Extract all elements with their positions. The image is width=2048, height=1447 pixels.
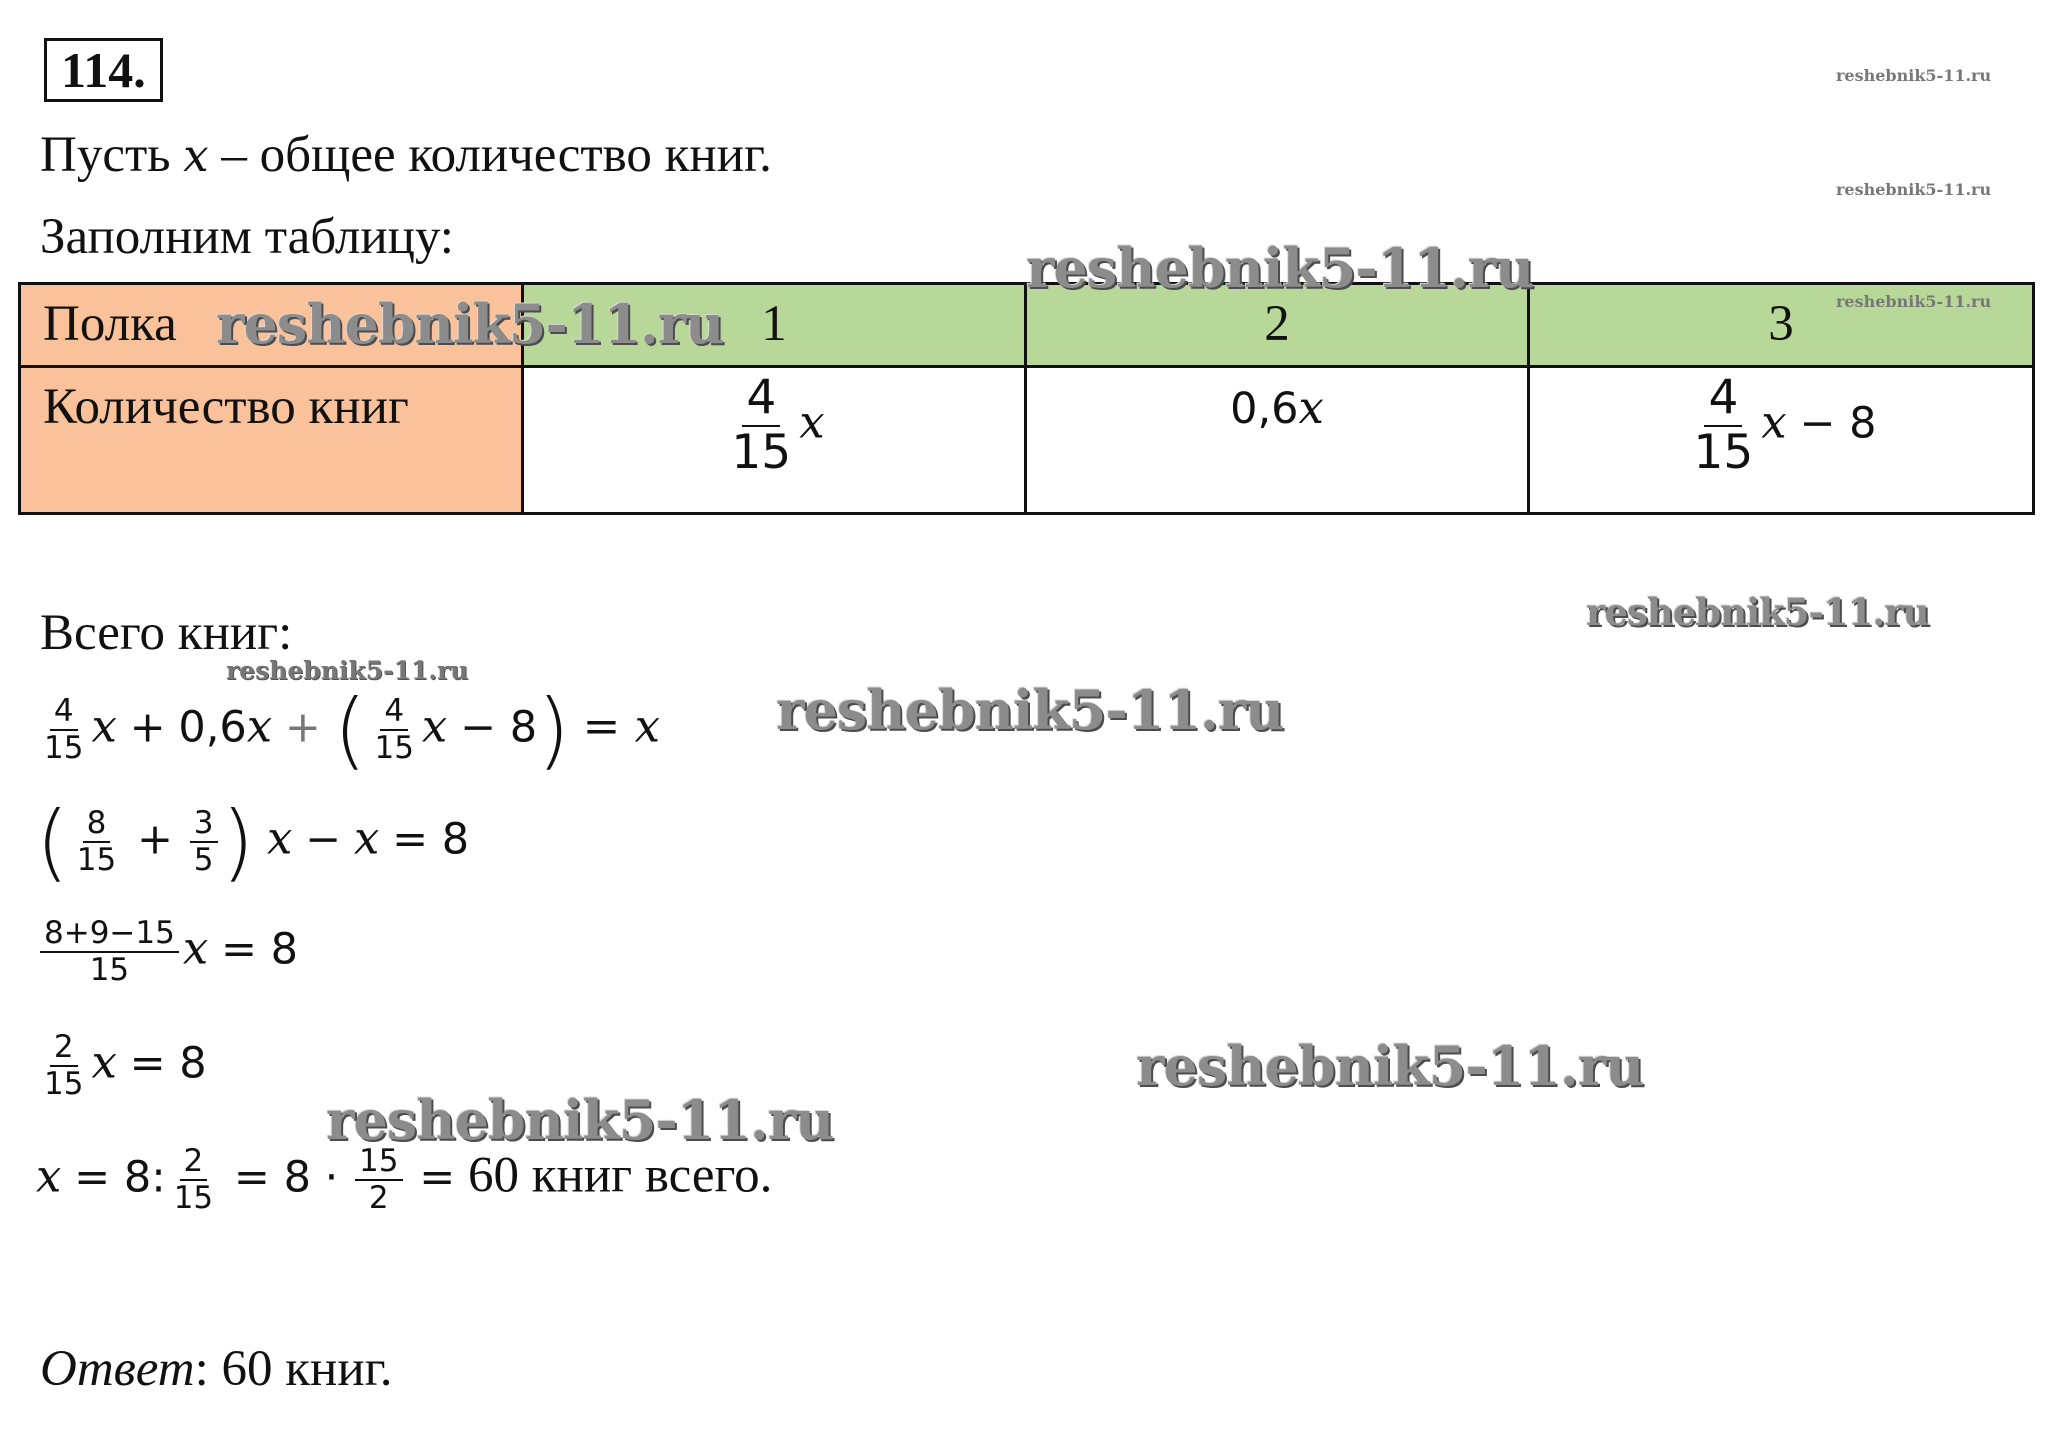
shelf-1-header: 1 (523, 284, 1026, 367)
watermark: reshebnik5-11.ru (1836, 180, 1992, 199)
answer-line (40, 1340, 393, 1398)
watermark: reshebnik5-11.ru (1836, 66, 1992, 85)
shelf-1-value: $\frac{4}{15}$ x (523, 367, 1026, 514)
watermark: reshebnik5-11.ru (1026, 236, 1534, 300)
problem-number: 114. (44, 38, 163, 102)
let-suffix: – общее количество книг. (221, 127, 772, 183)
shelf-2-header: 2 (1026, 284, 1529, 367)
shelf-2-value: 0,6x (1026, 367, 1529, 514)
book-count-label-cell: Количество книг (20, 367, 523, 514)
watermark: reshebnik5-11.ru (1836, 292, 1992, 311)
intro-let-line (40, 126, 772, 184)
equation-1: $\frac{4}{15}$ x + 0,6x + ( $\frac{4}{15}$ x − 8) = x (44, 681, 661, 779)
watermark: reshebnik5-11.ru (776, 678, 1284, 742)
fraction: $\frac{4}{15}$ (731, 370, 792, 480)
let-prefix: Пусть (40, 127, 171, 183)
answer-text: : 60 книг. (194, 1341, 393, 1397)
shelf-label-cell: Полка (20, 284, 523, 367)
watermark: reshebnik5-11.ru (1586, 590, 1929, 634)
equation-5: x = 8: $\frac{2}{15}$ = 8 · $\frac{15}{2}$ = 60 книг всего. (36, 1143, 773, 1216)
fraction: $\frac{4}{15}$ (1693, 370, 1754, 480)
watermark: reshebnik5-11.ru (1136, 1034, 1644, 1098)
shelf-3-header: 3 (1529, 284, 2034, 367)
equation-3: $\frac{8+9-15}{15}$ x = 8 (36, 916, 298, 987)
equation-2: ( $\frac{8}{15}$ + $\frac{3}{5}$ ) x − x = 8 (36, 793, 470, 891)
book-count-row (20, 367, 2034, 514)
watermark: reshebnik5-11.ru (216, 292, 724, 356)
equation-4: $\frac{2}{15}$ x = 8 (44, 1029, 207, 1102)
shelf-3-value: $\frac{4}{15}$ x − 8 (1529, 367, 2034, 514)
total-label: Всего книг: (40, 605, 293, 661)
watermark: reshebnik5-11.ru (326, 1088, 834, 1152)
answer-label: Ответ (40, 1341, 195, 1397)
fill-table-line: Заполним таблицу: (40, 209, 454, 265)
let-variable: x (183, 129, 209, 182)
watermark: reshebnik5-11.ru (226, 656, 469, 685)
